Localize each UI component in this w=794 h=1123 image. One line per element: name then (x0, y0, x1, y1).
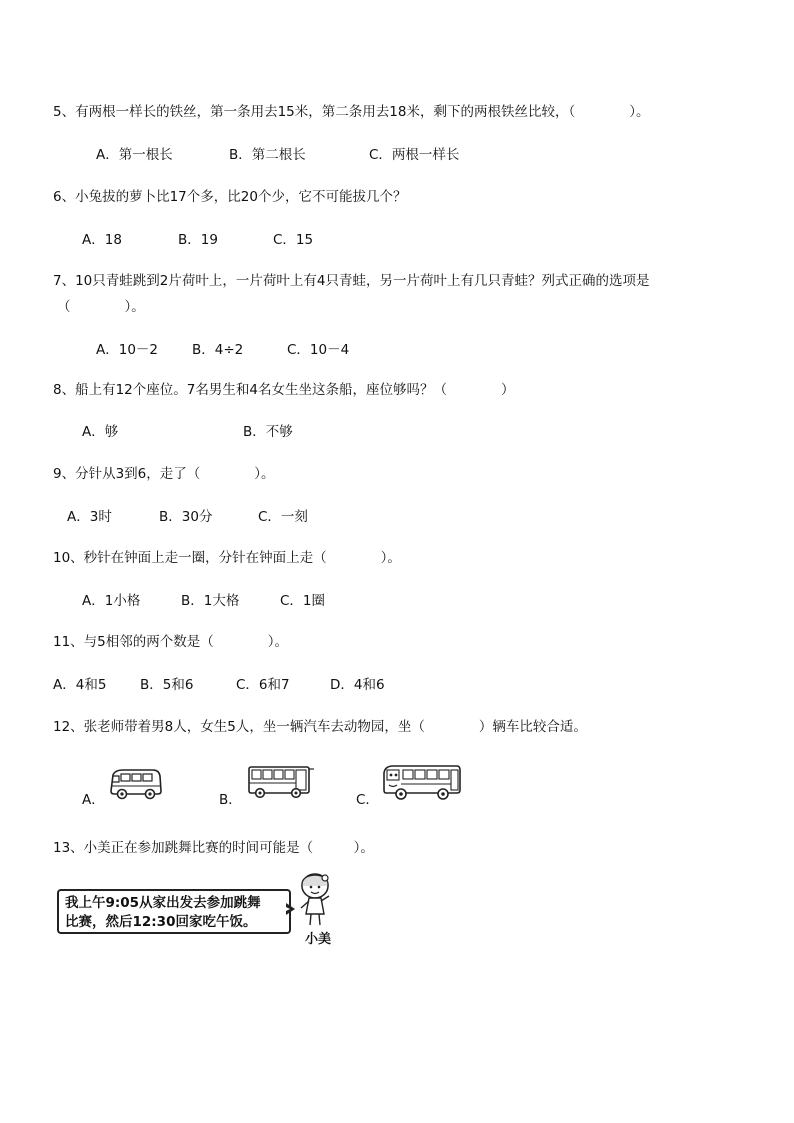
character-name: 小美 (305, 932, 332, 947)
q12-option-c-label: C． (356, 792, 379, 808)
q9-option-a: A．3时 (67, 509, 112, 525)
q12-option-b-label: B． (219, 792, 242, 808)
question-11 (53, 630, 288, 650)
question-12 (53, 715, 587, 735)
q8-option-b: B．不够 (243, 424, 293, 440)
q11-option-a: A．4和5 (53, 677, 107, 693)
q5-option-b: B．第二根长 (229, 147, 306, 163)
q10-option-b: B．1大格 (181, 593, 240, 609)
speech-line-2: 比赛，然后12:30回家吃午饭。 (65, 914, 257, 930)
q9-option-c: C．一刻 (258, 509, 308, 525)
question-7-line-2: （ ）。 (57, 299, 145, 315)
q7-option-a: A．10－2 (96, 342, 159, 358)
question-11-text: 11、与5相邻的两个数是（ ）。 (53, 634, 289, 650)
question-8 (53, 378, 514, 398)
speech-line-1: 我上午9:05从家出发去参加跳舞 (65, 895, 261, 911)
q11-option-d: D．4和6 (330, 677, 385, 693)
q8-option-a: A．够 (82, 424, 119, 440)
question-9 (53, 462, 275, 482)
q6-option-b: B．19 (178, 232, 218, 248)
q7-option-c: C．10－4 (287, 342, 350, 358)
question-10-text: 10、秒针在钟面上走一圈，分针在钟面上走（ ）。 (53, 550, 401, 566)
q6-option-a: A．18 (82, 232, 122, 248)
q5-option-a: A．第一根长 (96, 147, 173, 163)
question-5 (53, 100, 649, 120)
q9-option-b: B．30分 (159, 509, 213, 525)
q11-option-b: B．5和6 (140, 677, 194, 693)
question-13-text: 13、小美正在参加跳舞比赛的时间可能是（ ）。 (53, 840, 374, 856)
question-8-text: 8、船上有12个座位。7名男生和4名女生坐这条船，座位够吗？（ ） (53, 382, 515, 398)
cartoon-bus-icon (381, 763, 463, 803)
q11-option-c: C．6和7 (236, 677, 290, 693)
q12-option-a-label: A． (82, 792, 105, 808)
q10-option-a: A．1小格 (82, 593, 141, 609)
question-10 (53, 546, 401, 566)
question-6 (53, 185, 406, 205)
question-9-text: 9、分针从3到6，走了（ ）。 (53, 466, 275, 482)
q5-option-c: C．两根一样长 (369, 147, 460, 163)
speech-bubble (57, 889, 291, 934)
question-6-text: 6、小兔拔的萝卜比17个多，比20个少，它不可能拔几个？ (53, 189, 407, 205)
city-bus-icon (246, 764, 316, 800)
q7-option-b: B．4÷2 (192, 342, 244, 358)
q6-option-c: C．15 (273, 232, 314, 248)
question-7-line-1: 7、10只青蛙跳到2片荷叶上，一片荷叶上有4只青蛙，另一片荷叶上有几只青蛙？列式正确的选项是 (53, 273, 650, 289)
girl-illustration (295, 872, 337, 930)
question-12-text: 12、张老师带着男8人，女生5人，坐一辆汽车去动物园，坐（ ）辆车比较合适。 (53, 719, 587, 735)
question-13 (53, 836, 374, 856)
question-5-text: 5、有两根一样长的铁丝，第一条用去15米，第二条用去18米，剩下的两根铁丝比较，（ ）。 (53, 104, 650, 120)
minibus-icon (109, 767, 163, 801)
q10-option-c: C．1圈 (280, 593, 326, 609)
